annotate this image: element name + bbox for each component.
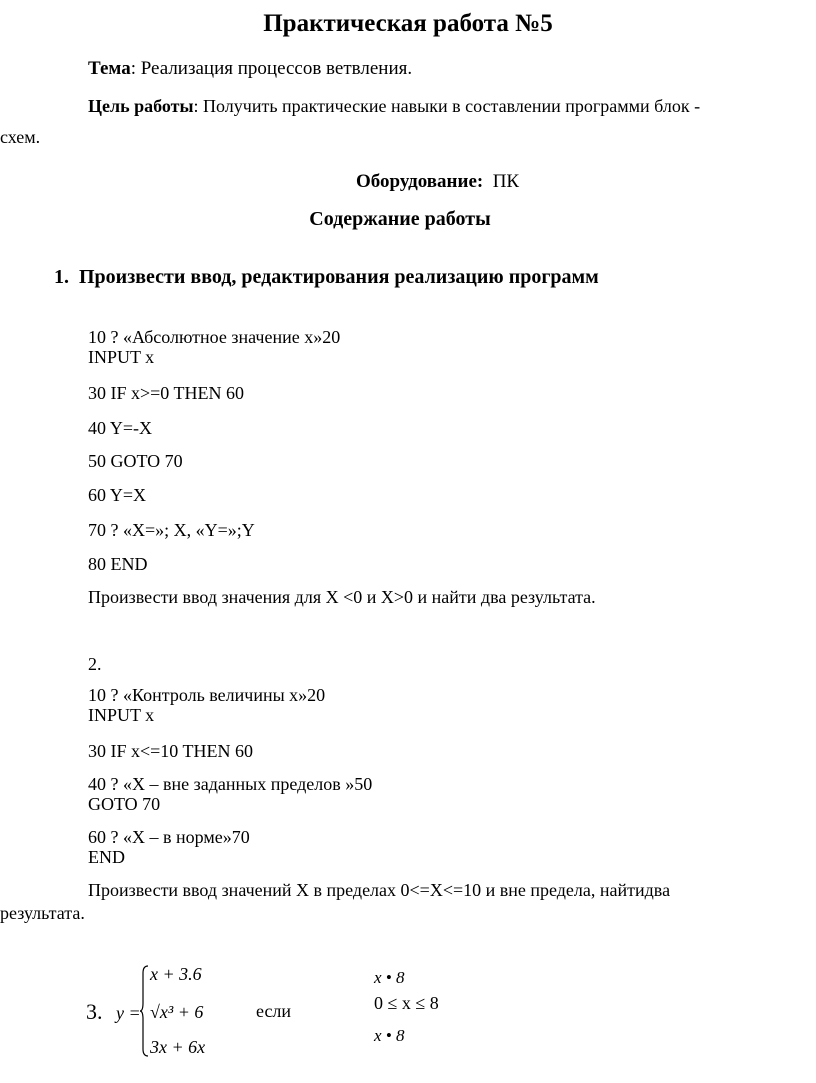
formula-case-2: √x³ + 6 [150, 1002, 204, 1022]
code-line: END [88, 847, 125, 867]
topic-label: Тема [88, 58, 131, 79]
formula-case-3: 3x + 6x [150, 1037, 206, 1057]
code-line: 10 ? «Абсолютное значение x»20 [88, 327, 341, 347]
code-line: 70 ? «X=»; X, «Y=»;Y [88, 520, 255, 540]
task2-instruction-cont: результата. [0, 903, 85, 923]
code-line: 50 GOTO 70 [88, 451, 183, 471]
goal-line [88, 96, 742, 117]
equipment-line [356, 171, 519, 193]
goal-text-cont: схем. [0, 127, 41, 147]
condition-1: x • 8 [374, 968, 405, 987]
code-line: INPUT x [88, 705, 155, 725]
task1-number: 1. [54, 266, 69, 288]
left-brace [140, 965, 148, 1057]
task1-heading [54, 266, 599, 289]
code-line: 60 ? «X – в норме»70 [88, 827, 250, 847]
topic-line [88, 58, 412, 80]
equipment-value: ПК [492, 171, 520, 192]
condition-3: x • 8 [374, 1026, 405, 1045]
task1-instruction: Произвести ввод значения для X <0 и X>0 и найти два результата. [88, 587, 596, 607]
code-line: INPUT x [88, 347, 155, 367]
formula-case-1: x + 3.6 [150, 964, 202, 984]
code-line: 80 END [88, 554, 148, 574]
code-line: 30 IF x<=10 THEN 60 [88, 741, 253, 761]
code-line: 10 ? «Контроль величины x»20 [88, 685, 326, 705]
equipment-label: Оборудование: [356, 171, 484, 192]
formula-y-label: y = [116, 1003, 141, 1023]
code-line: 40 ? «X – вне заданных пределов »50 [88, 774, 373, 794]
goal-label: Цель работы [88, 96, 194, 116]
task3-number: 3. [86, 999, 103, 1024]
if-word: если [256, 1001, 292, 1021]
condition-2: 0 ≤ x ≤ 8 [374, 993, 439, 1013]
task1-heading-text: Произвести ввод, редактирования реализацию программ [79, 266, 599, 288]
code-line: 30 IF x>=0 THEN 60 [88, 383, 244, 403]
code-line: 60 Y=X [88, 485, 146, 505]
task2-number: 2. [88, 654, 102, 674]
page-title: Практическая работа №5 [263, 10, 553, 37]
content-heading: Содержание работы [309, 208, 491, 230]
goal-text: : Получить практические навыки в составлении программи блок - [193, 96, 701, 116]
code-line: 40 Y=-X [88, 418, 152, 438]
task2-instruction: Произвести ввод значений X в пределах 0<=X<=10 и вне предела, найтидва [88, 880, 671, 900]
topic-text: : Реализация процессов ветвления. [130, 58, 413, 79]
code-line: GOTO 70 [88, 794, 161, 814]
